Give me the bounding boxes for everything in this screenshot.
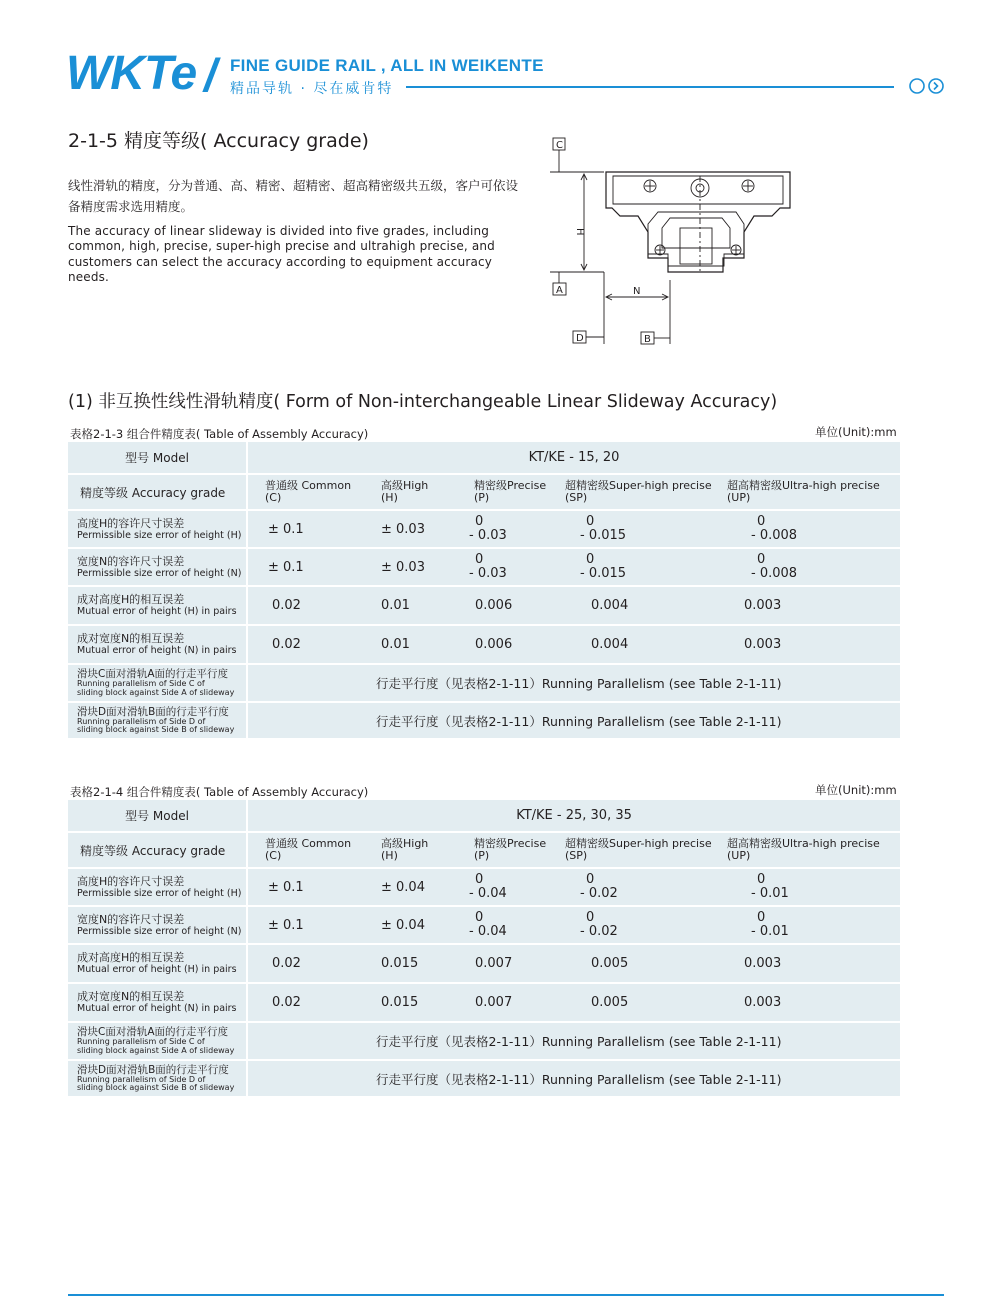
cell-value: 0.003 <box>720 945 900 982</box>
table1-unit: 单位(Unit):mm <box>815 425 897 439</box>
cell-value: 0 - 0.008 <box>720 511 900 547</box>
cell-value: 0.005 <box>557 945 720 982</box>
cell-value: 0 - 0.015 <box>557 511 720 547</box>
model-value: KT/KE - 15, 20 <box>248 442 900 473</box>
cell-value: 0.02 <box>248 984 364 1021</box>
table-row <box>68 703 900 738</box>
table-row <box>68 833 900 867</box>
slideway-diagram <box>540 132 800 352</box>
row-label-pair-h: 成对高度H的相互误差 Mutual error of height (H) in pairs <box>68 945 248 982</box>
cell-value: 0.006 <box>457 587 557 624</box>
table-row <box>68 800 900 831</box>
cell-value: ± 0.1 <box>248 549 364 585</box>
table2-unit: 单位(Unit):mm <box>815 783 897 797</box>
cell-value: 0 - 0.03 <box>457 511 557 547</box>
cell-value: 0.006 <box>457 626 557 663</box>
table-row <box>68 869 900 905</box>
intro-text-chinese: 线性滑轨的精度，分为普通、高、精密、超精密、超高精密级共五级，客户可依设备精度需求选用精度。 <box>68 178 519 214</box>
table-row <box>68 665 900 701</box>
parallelism-note: 行走平行度（见表格2-1-11）Running Parallelism (see Table 2-1-11) <box>248 1023 900 1059</box>
row-label-pair-n: 成对宽度N的相互误差 Mutual error of height (N) in pairs <box>68 626 248 663</box>
cell-value: 0 - 0.008 <box>720 549 900 585</box>
cell-value: ± 0.1 <box>248 511 364 547</box>
parallelism-note: 行走平行度（见表格2-1-11）Running Parallelism (see Table 2-1-11) <box>248 665 900 701</box>
table-row <box>68 945 900 982</box>
cell-value: ± 0.03 <box>364 511 457 547</box>
model-value: KT/KE - 25, 30, 35 <box>248 800 900 831</box>
table-row <box>68 1023 900 1059</box>
parallelism-note: 行走平行度（见表格2-1-11）Running Parallelism (see Table 2-1-11) <box>248 703 900 738</box>
cell-value: 0.02 <box>248 945 364 982</box>
cell-value: 0.007 <box>457 984 557 1021</box>
row-label-pair-n: 成对宽度N的相互误差 Mutual error of height (N) in pairs <box>68 984 248 1021</box>
cell-value: 0.015 <box>364 945 457 982</box>
grade-super: 超精密级Super-high precise (SP) <box>557 833 720 867</box>
grade-precise: 精密级Precise (P) <box>457 833 557 867</box>
table-row <box>68 442 900 473</box>
cell-value: 0.005 <box>557 984 720 1021</box>
cell-value: ± 0.04 <box>364 869 457 905</box>
model-header: 型号 Model <box>68 442 248 473</box>
cell-value: 0 - 0.01 <box>720 869 900 905</box>
row-label-parallel-c: 滑块C面对滑轨A面的行走平行度 Running parallelism of Side C of sliding block against Side A of slideway <box>68 1023 248 1059</box>
table-row <box>68 907 900 943</box>
parallelism-note: 行走平行度（见表格2-1-11）Running Parallelism (see Table 2-1-11) <box>248 1061 900 1096</box>
label-h: H <box>574 228 585 236</box>
cell-value: ± 0.1 <box>248 869 364 905</box>
label-d: D <box>576 333 584 344</box>
cell-value: 0.02 <box>248 626 364 663</box>
label-a: A <box>556 285 563 296</box>
table2-caption: 表格2-1-4 组合件精度表( Table of Assembly Accuracy) <box>70 785 369 799</box>
intro-text-english: The accuracy of linear slideway is divided into five grades, including common, high, precise, super-high precise and ultrahigh precise, and customers can select the accuracy according to equipment accuracy needs. <box>68 224 495 284</box>
model-header: 型号 Model <box>68 800 248 831</box>
section-title: 2-1-5 精度等级( Accuracy grade) <box>68 130 369 152</box>
grade-high: 高级High (H) <box>364 833 457 867</box>
brand-logo: WKTe <box>66 47 197 100</box>
label-b: B <box>644 334 651 345</box>
cell-value: 0.003 <box>720 587 900 624</box>
row-label-width: 宽度N的容许尺寸误差 Permissible size error of height (N) <box>68 549 248 585</box>
grade-ultra: 超高精密级Ultra-high precise (UP) <box>720 833 900 867</box>
logo-divider-slash: / <box>204 49 217 101</box>
row-label-pair-h: 成对高度H的相互误差 Mutual error of height (H) in pairs <box>68 587 248 624</box>
row-label-width: 宽度N的容许尺寸误差 Permissible size error of height (N) <box>68 907 248 943</box>
table1-caption: 表格2-1-3 组合件精度表( Table of Assembly Accuracy) <box>70 427 369 441</box>
cell-value: 0.01 <box>364 626 457 663</box>
next-arrow-icon <box>929 79 943 93</box>
row-label-parallel-d: 滑块D面对滑轨B面的行走平行度 Running parallelism of Side D of sliding block against Side B of slideway <box>68 703 248 738</box>
cell-value: 0.01 <box>364 587 457 624</box>
accuracy-table-1 <box>68 440 900 740</box>
footer-divider <box>68 1294 944 1296</box>
page-nav-icons <box>908 77 948 99</box>
row-label-parallel-d: 滑块D面对滑轨B面的行走平行度 Running parallelism of Side D of sliding block against Side B of slideway <box>68 1061 248 1096</box>
table-row <box>68 549 900 585</box>
cell-value: ± 0.03 <box>364 549 457 585</box>
cell-value: 0 - 0.01 <box>720 907 900 943</box>
cell-value: 0.004 <box>557 587 720 624</box>
grade-common: 普通级 Common (C) <box>248 475 364 509</box>
table-row <box>68 587 900 624</box>
grade-super: 超精密级Super-high precise (SP) <box>557 475 720 509</box>
header-divider <box>406 86 894 88</box>
cell-value: 0.015 <box>364 984 457 1021</box>
label-c: C <box>556 140 563 151</box>
label-n: N <box>633 286 641 297</box>
circle-icon <box>910 79 924 93</box>
row-label-parallel-c: 滑块C面对滑轨A面的行走平行度 Running parallelism of Side C of sliding block against Side A of slideway <box>68 665 248 701</box>
subsection-title: (1) 非互换性线性滑轨精度( Form of Non-interchangeable Linear Slideway Accuracy) <box>68 392 778 412</box>
grade-common: 普通级 Common (C) <box>248 833 364 867</box>
slogan-english: FINE GUIDE RAIL , ALL IN WEIKENTE <box>230 56 544 75</box>
table-row <box>68 984 900 1021</box>
grade-ultra: 超高精密级Ultra-high precise (UP) <box>720 475 900 509</box>
cell-value: 0.003 <box>720 626 900 663</box>
cell-value: ± 0.04 <box>364 907 457 943</box>
cell-value: 0.004 <box>557 626 720 663</box>
slogan-chinese: 精品导轨 · 尽在威肯特 <box>230 81 394 97</box>
grade-header: 精度等级 Accuracy grade <box>68 475 248 509</box>
cell-value: 0 - 0.04 <box>457 869 557 905</box>
table-row <box>68 475 900 509</box>
cell-value: 0 - 0.02 <box>557 907 720 943</box>
table-row <box>68 1061 900 1096</box>
grade-precise: 精密级Precise (P) <box>457 475 557 509</box>
cell-value: ± 0.1 <box>248 907 364 943</box>
accuracy-table-2 <box>68 798 900 1098</box>
cell-value: 0.007 <box>457 945 557 982</box>
cell-value: 0.02 <box>248 587 364 624</box>
grade-high: 高级High (H) <box>364 475 457 509</box>
cell-value: 0 - 0.015 <box>557 549 720 585</box>
cell-value: 0 - 0.04 <box>457 907 557 943</box>
cell-value: 0 - 0.02 <box>557 869 720 905</box>
table-row <box>68 626 900 663</box>
row-label-height: 高度H的容许尺寸误差 Permissible size error of height (H) <box>68 869 248 905</box>
cell-value: 0 - 0.03 <box>457 549 557 585</box>
cell-value: 0.003 <box>720 984 900 1021</box>
table-row <box>68 511 900 547</box>
row-label-height: 高度H的容许尺寸误差 Permissible size error of height (H) <box>68 511 248 547</box>
grade-header: 精度等级 Accuracy grade <box>68 833 248 867</box>
